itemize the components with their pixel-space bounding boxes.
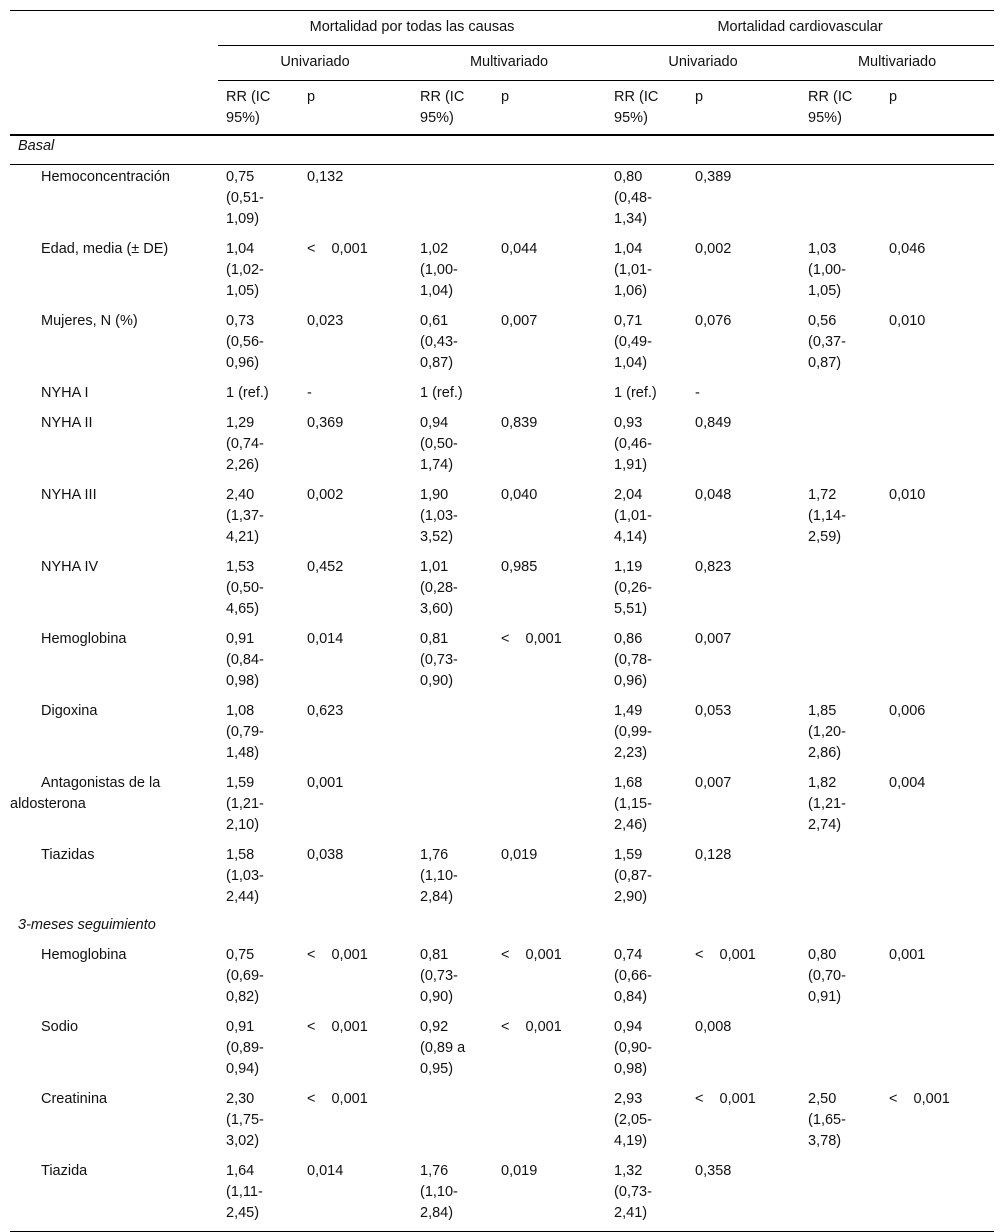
- rr-ci-cell: 1,01 (0,28-3,60): [420, 559, 458, 617]
- subgroup-header-row: [10, 46, 994, 81]
- rr-ci-cell: [800, 1159, 881, 1232]
- row-label: Tiazidas: [41, 847, 95, 863]
- rr-ci-cell: 2,93 (2,05-4,19): [614, 1091, 652, 1149]
- section-header-row: [10, 915, 994, 943]
- p-value-cell: 0,014: [307, 631, 344, 647]
- table-row: [10, 237, 994, 309]
- table-row: [10, 943, 994, 1015]
- row-label: NYHA II: [41, 415, 93, 431]
- p-value-cell: 0,010: [889, 487, 926, 503]
- rr-ci-cell: 2,50 (1,65-3,78): [808, 1091, 846, 1149]
- p-value-cell: [881, 555, 994, 627]
- p-value-cell: 0,007: [501, 313, 538, 329]
- column-header: p: [501, 89, 510, 105]
- p-value-cell: < 0,001: [307, 947, 368, 963]
- p-value-cell: 0,044: [501, 241, 538, 257]
- p-value-cell: [493, 699, 606, 771]
- rr-ci-cell: 0,91 (0,84-0,98): [226, 631, 264, 689]
- p-value-cell: 0,038: [307, 847, 344, 863]
- rr-ci-cell: 1 (ref.): [226, 385, 269, 401]
- rr-ci-cell: [412, 1087, 493, 1159]
- rr-ci-cell: 0,91 (0,89-0,94): [226, 1019, 264, 1077]
- p-value-cell: [881, 381, 994, 411]
- rr-ci-cell: [412, 771, 493, 843]
- column-header: RR (IC 95%): [420, 89, 465, 126]
- rr-ci-cell: 1 (ref.): [614, 385, 657, 401]
- p-value-cell: 0,849: [695, 415, 732, 431]
- rr-ci-cell: 0,61 (0,43-0,87): [420, 313, 458, 371]
- rr-ci-cell: 1,53 (0,50-4,65): [226, 559, 264, 617]
- column-header-row: [10, 81, 994, 136]
- p-value-cell: -: [695, 385, 700, 401]
- table-row: [10, 309, 994, 381]
- rr-ci-cell: 0,80 (0,48-1,34): [614, 169, 652, 227]
- p-value-cell: 0,001: [889, 947, 926, 963]
- p-value-cell: 0,014: [307, 1163, 344, 1179]
- rr-ci-cell: 1,02 (1,00-1,04): [420, 241, 458, 299]
- rr-ci-cell: 2,04 (1,01-4,14): [614, 487, 652, 545]
- p-value-cell: 0,002: [307, 487, 344, 503]
- p-value-cell: < 0,001: [501, 1019, 562, 1035]
- p-value-cell: [493, 771, 606, 843]
- rr-ci-cell: 1,68 (1,15-2,46): [614, 775, 652, 833]
- p-value-cell: 0,076: [695, 313, 732, 329]
- subgroup-header: Multivariado: [412, 46, 606, 81]
- rr-ci-cell: 0,56 (0,37-0,87): [808, 313, 846, 371]
- row-label: Hemoglobina: [41, 631, 127, 647]
- rr-ci-cell: 2,30 (1,75-3,02): [226, 1091, 264, 1149]
- rr-ci-cell: 1,59 (1,21-2,10): [226, 775, 264, 833]
- rr-ci-cell: 1,82 (1,21-2,74): [808, 775, 846, 833]
- corner-cell: [10, 11, 218, 46]
- rr-ci-cell: 1,76 (1,10-2,84): [420, 1163, 458, 1221]
- rr-ci-cell: 1,72 (1,14-2,59): [808, 487, 846, 545]
- section-title: Basal: [18, 138, 55, 154]
- column-header: p: [307, 89, 316, 105]
- table-body: [10, 135, 994, 1232]
- table-row: [10, 627, 994, 699]
- p-value-cell: < 0,001: [695, 947, 756, 963]
- rr-ci-cell: [800, 555, 881, 627]
- p-value-cell: 0,007: [695, 775, 732, 791]
- rr-ci-cell: 2,40 (1,37-4,21): [226, 487, 264, 545]
- rr-ci-cell: 0,75 (0,51-1,09): [226, 169, 264, 227]
- subgroup-header: Multivariado: [800, 46, 994, 81]
- p-value-cell: 0,369: [307, 415, 344, 431]
- p-value-cell: [493, 381, 606, 411]
- rr-ci-cell: 1,03 (1,00-1,05): [808, 241, 846, 299]
- subgroup-header: Univariado: [218, 46, 412, 81]
- column-header: RR (IC 95%): [808, 89, 853, 126]
- p-value-cell: < 0,001: [307, 1091, 368, 1107]
- table-row: [10, 1087, 994, 1159]
- p-value-cell: 0,040: [501, 487, 538, 503]
- table-row: [10, 843, 994, 915]
- rr-ci-cell: [800, 843, 881, 915]
- p-value-cell: 0,053: [695, 703, 732, 719]
- p-value-cell: 0,046: [889, 241, 926, 257]
- p-value-cell: [881, 411, 994, 483]
- row-label: NYHA I: [41, 385, 89, 401]
- p-value-cell: < 0,001: [307, 1019, 368, 1035]
- rr-ci-cell: 1,76 (1,10-2,84): [420, 847, 458, 905]
- rr-ci-cell: 1,08 (0,79-1,48): [226, 703, 264, 761]
- section-header-row: [10, 135, 994, 165]
- rr-ci-cell: 0,81 (0,73-0,90): [420, 947, 458, 1005]
- rr-ci-cell: 0,93 (0,46-1,91): [614, 415, 652, 473]
- p-value-cell: [881, 165, 994, 238]
- row-label: Edad, media (± DE): [41, 241, 169, 257]
- p-value-cell: 0,010: [889, 313, 926, 329]
- p-value-cell: < 0,001: [501, 631, 562, 647]
- group-header-cardiovascular: Mortalidad cardiovascular: [606, 11, 994, 46]
- rr-ci-cell: 1,85 (1,20-2,86): [808, 703, 846, 761]
- rr-ci-cell: 0,92 (0,89 a 0,95): [420, 1019, 466, 1077]
- table-row: [10, 699, 994, 771]
- p-value-cell: < 0,001: [501, 947, 562, 963]
- p-value-cell: [881, 843, 994, 915]
- table-row: [10, 381, 994, 411]
- rr-ci-cell: 0,94 (0,90-0,98): [614, 1019, 652, 1077]
- row-label: NYHA III: [41, 487, 97, 503]
- table-row: [10, 555, 994, 627]
- results-table: [10, 10, 994, 1232]
- row-label: Creatinina: [41, 1091, 108, 1107]
- section-title: 3-meses seguimiento: [18, 917, 156, 933]
- rr-ci-cell: 0,86 (0,78-0,96): [614, 631, 652, 689]
- column-header: p: [889, 89, 898, 105]
- p-value-cell: 0,839: [501, 415, 538, 431]
- p-value-cell: 0,358: [695, 1163, 732, 1179]
- rr-ci-cell: 1,58 (1,03-2,44): [226, 847, 264, 905]
- table-row: [10, 165, 994, 238]
- rr-ci-cell: 1,59 (0,87-2,90): [614, 847, 652, 905]
- row-label: Digoxina: [41, 703, 98, 719]
- p-value-cell: [493, 1087, 606, 1159]
- rr-ci-cell: 1,49 (0,99-2,23): [614, 703, 652, 761]
- column-header: RR (IC 95%): [226, 89, 271, 126]
- row-label: Tiazida: [41, 1163, 88, 1179]
- row-label: Hemoconcentración: [41, 169, 170, 185]
- p-value-cell: 0,008: [695, 1019, 732, 1035]
- p-value-cell: 0,389: [695, 169, 732, 185]
- p-value-cell: < 0,001: [307, 241, 368, 257]
- p-value-cell: [493, 165, 606, 238]
- row-label: Mujeres, N (%): [41, 313, 138, 329]
- p-value-cell: -: [307, 385, 312, 401]
- p-value-cell: [881, 1015, 994, 1087]
- rr-ci-cell: 0,80 (0,70-0,91): [808, 947, 846, 1005]
- rr-ci-cell: 0,73 (0,56-0,96): [226, 313, 264, 371]
- p-value-cell: 0,019: [501, 1163, 538, 1179]
- p-value-cell: < 0,001: [889, 1091, 950, 1107]
- rr-ci-cell: [800, 381, 881, 411]
- rr-ci-cell: [800, 1015, 881, 1087]
- p-value-cell: 0,985: [501, 559, 538, 575]
- p-value-cell: [881, 1159, 994, 1232]
- rr-ci-cell: 1,04 (1,01-1,06): [614, 241, 652, 299]
- column-header: p: [695, 89, 704, 105]
- p-value-cell: 0,623: [307, 703, 344, 719]
- p-value-cell: 0,006: [889, 703, 926, 719]
- row-label: Hemoglobina: [41, 947, 127, 963]
- column-header: RR (IC 95%): [614, 89, 659, 126]
- row-label: NYHA IV: [41, 559, 99, 575]
- p-value-cell: 0,023: [307, 313, 344, 329]
- p-value-cell: [881, 627, 994, 699]
- table-row: [10, 1015, 994, 1087]
- rr-ci-cell: 0,75 (0,69-0,82): [226, 947, 264, 1005]
- p-value-cell: 0,823: [695, 559, 732, 575]
- table-row: [10, 483, 994, 555]
- group-header-all-cause: Mortalidad por todas las causas: [218, 11, 606, 46]
- rr-ci-cell: [412, 699, 493, 771]
- rr-ci-cell: 0,94 (0,50-1,74): [420, 415, 458, 473]
- rr-ci-cell: [800, 165, 881, 238]
- p-value-cell: 0,004: [889, 775, 926, 791]
- rr-ci-cell: 1,90 (1,03-3,52): [420, 487, 458, 545]
- table-row: [10, 771, 994, 843]
- rr-ci-cell: 1,64 (1,11-2,45): [226, 1163, 263, 1221]
- results-table-container: [10, 10, 994, 1232]
- rr-ci-cell: 1,19 (0,26-5,51): [614, 559, 652, 617]
- table-row: [10, 1159, 994, 1232]
- p-value-cell: 0,002: [695, 241, 732, 257]
- p-value-cell: 0,128: [695, 847, 732, 863]
- p-value-cell: 0,019: [501, 847, 538, 863]
- p-value-cell: 0,001: [307, 775, 344, 791]
- rr-ci-cell: 0,81 (0,73-0,90): [420, 631, 458, 689]
- subgroup-header: Univariado: [606, 46, 800, 81]
- p-value-cell: 0,452: [307, 559, 344, 575]
- rr-ci-cell: 1 (ref.): [420, 385, 463, 401]
- table-row: [10, 411, 994, 483]
- row-label: Sodio: [41, 1019, 79, 1035]
- p-value-cell: 0,048: [695, 487, 732, 503]
- rr-ci-cell: 0,71 (0,49-1,04): [614, 313, 652, 371]
- rr-ci-cell: [800, 411, 881, 483]
- p-value-cell: 0,007: [695, 631, 732, 647]
- rr-ci-cell: 1,04 (1,02-1,05): [226, 241, 264, 299]
- p-value-cell: 0,132: [307, 169, 344, 185]
- row-label: Antagonistas de la aldosterona: [10, 775, 161, 812]
- rr-ci-cell: 1,29 (0,74-2,26): [226, 415, 264, 473]
- rr-ci-cell: 0,74 (0,66-0,84): [614, 947, 652, 1005]
- rr-ci-cell: 1,32 (0,73-2,41): [614, 1163, 652, 1221]
- group-header-row: [10, 11, 994, 46]
- p-value-cell: < 0,001: [695, 1091, 756, 1107]
- table-head: [10, 11, 994, 136]
- rr-ci-cell: [412, 165, 493, 238]
- rr-ci-cell: [800, 627, 881, 699]
